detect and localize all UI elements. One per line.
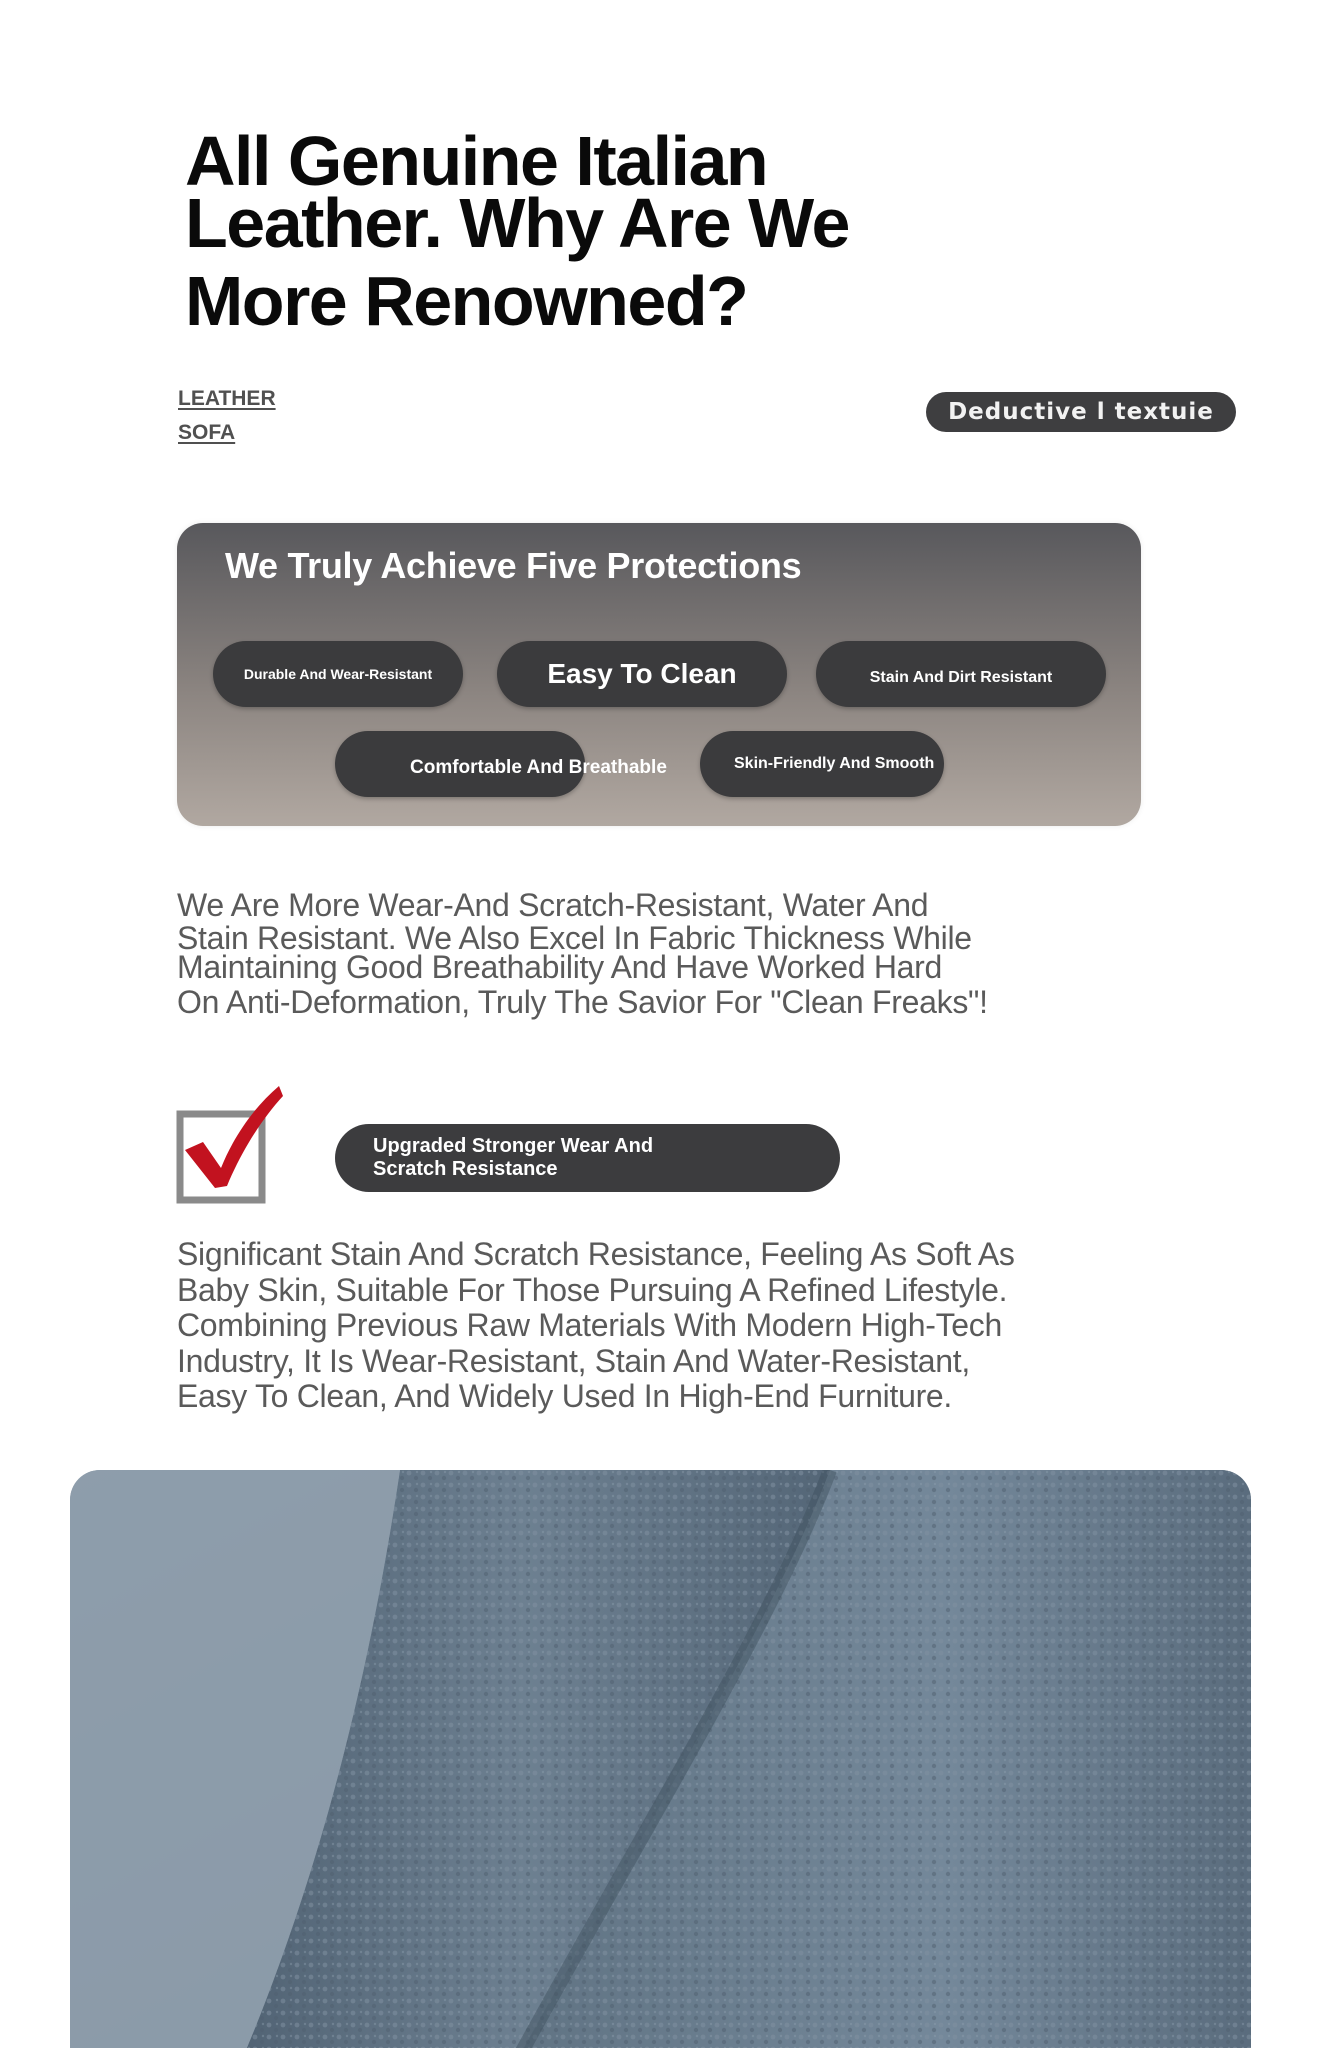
detail-paragraph [177, 1237, 1077, 1415]
chip-durable-wear-resistant: Durable And Wear-Resistant [213, 641, 463, 707]
headline-line-2: Leather. Why Are We [185, 184, 849, 262]
chip-easy-to-clean: Easy To Clean [497, 641, 787, 707]
upgraded-resistance-pill [335, 1124, 840, 1192]
leather-texture-photo [70, 1470, 1251, 2048]
detail-line: Industry, It Is Wear-Resistant, Stain And Water-Resistant, [177, 1342, 970, 1379]
chip-comfortable-breathable: Comfortable And Breathable [335, 731, 585, 797]
checkbox-checked-icon [175, 1082, 285, 1206]
intro-line: We Are More Wear-And Scratch-Resistant, Water And [177, 887, 929, 923]
detail-line: Combining Previous Raw Materials With Modern High-Tech [177, 1307, 1003, 1343]
tag-line-2: SOFA [178, 421, 236, 444]
intro-line: Maintaining Good Breathability And Have Worked Hard [177, 949, 942, 985]
intro-line: On Anti-Deformation, Truly The Savior For "Clean Freaks"! [177, 984, 988, 1020]
headline-line-1: All Genuine Italian [185, 122, 768, 200]
upgrade-line-2: Scratch Resistance [373, 1158, 558, 1180]
five-protections-card [177, 523, 1141, 826]
intro-line: Stain Resistant. We Also Excel In Fabric Thickness While [177, 920, 972, 956]
intro-paragraph [177, 889, 1077, 1019]
protections-title: We Truly Achieve Five Protections [225, 545, 802, 586]
upgrade-line-1: Upgraded Stronger Wear And [373, 1135, 654, 1157]
detail-line: Significant Stain And Scratch Resistance, Feeling As Soft As [177, 1236, 1015, 1272]
detail-line: Easy To Clean, And Widely Used In High-End Furniture. [177, 1378, 953, 1414]
chip-skin-friendly-smooth: Skin-Friendly And Smooth [700, 731, 944, 797]
detail-line: Baby Skin, Suitable For Those Pursuing A Refined Lifestyle. [177, 1271, 1008, 1308]
chip-stain-dirt-resistant: Stain And Dirt Resistant [816, 641, 1106, 707]
tag-line-1: LEATHER [178, 387, 276, 410]
leather-sofa-tag [178, 382, 276, 450]
texture-pill: Deductive l textuie [926, 392, 1236, 432]
page-headline [185, 122, 945, 340]
headline-line-3: More Renowned? [185, 262, 748, 340]
